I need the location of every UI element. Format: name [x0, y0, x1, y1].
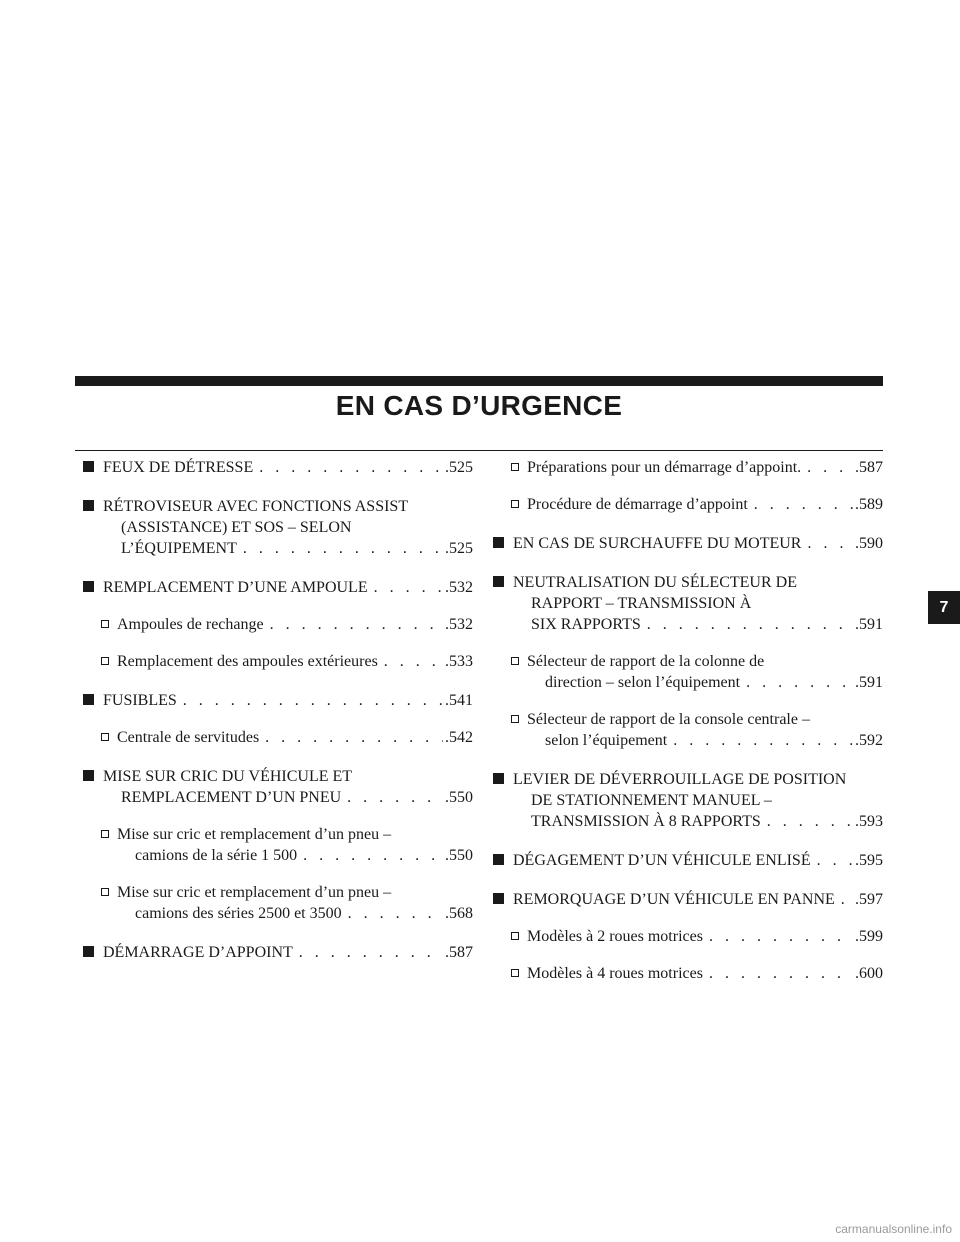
watermark: carmanualsonline.info: [835, 1222, 952, 1236]
toc-section-entry[interactable]: [83, 690, 473, 711]
toc-entry-text: Mise sur cric et remplacement d’un pneu –: [117, 884, 392, 901]
toc-entry-text: Préparations pour un démarrage d’appoint.: [527, 459, 802, 476]
chapter-top-rule: [75, 376, 883, 386]
toc-entry-text: RÉTROVISEUR AVEC FONCTIONS ASSIST: [103, 498, 409, 515]
toc-subsection-entry[interactable]: [83, 824, 473, 866]
toc-page-number: .591: [855, 616, 883, 633]
toc-section-entry[interactable]: [83, 942, 473, 963]
dot-leader: [183, 690, 443, 711]
toc-page-number: .541: [445, 692, 473, 709]
square-bullet-icon: [83, 581, 94, 592]
toc-entry-text: DÉGAGEMENT D’UN VÉHICULE ENLISÉ: [513, 852, 811, 869]
toc-section-entry[interactable]: [493, 572, 883, 635]
open-square-bullet-icon: [511, 500, 519, 508]
toc-subsection-entry[interactable]: [493, 457, 883, 478]
toc-page-number: .533: [445, 653, 473, 670]
dot-leader: [746, 672, 853, 693]
chapter-bottom-rule: [75, 450, 883, 451]
toc-left-column: [83, 457, 473, 963]
dot-leader: [673, 730, 853, 751]
dot-leader: [384, 651, 443, 672]
toc-entry-text: selon l’équipement: [545, 732, 668, 749]
toc-subsection-entry[interactable]: [83, 882, 473, 924]
toc-entry-text: REMPLACEMENT D’UNE AMPOULE: [103, 579, 368, 596]
toc-page-number: .595: [855, 852, 883, 869]
toc-page-number: .587: [855, 459, 883, 476]
toc-subsection-entry[interactable]: [493, 494, 883, 515]
dot-leader: [647, 614, 853, 635]
open-square-bullet-icon: [511, 715, 519, 723]
dot-leader: [817, 850, 853, 871]
square-bullet-icon: [493, 773, 504, 784]
toc-entry-text: camions des séries 2500 et 3500: [135, 905, 342, 922]
toc-section-entry[interactable]: [83, 766, 473, 808]
toc-subsection-entry[interactable]: [493, 926, 883, 947]
dot-leader: [767, 811, 853, 832]
toc-section-entry[interactable]: [493, 533, 883, 554]
square-bullet-icon: [83, 770, 94, 781]
open-square-bullet-icon: [101, 888, 109, 896]
toc-entry-text: Sélecteur de rapport de la colonne de: [527, 653, 765, 670]
dot-leader: [348, 903, 443, 924]
dot-leader: [709, 926, 853, 947]
toc-entry-text: FUSIBLES: [103, 692, 177, 709]
toc-page-number: .593: [855, 813, 883, 830]
toc-page-number: .587: [445, 944, 473, 961]
toc-entry-text: (ASSISTANCE) ET SOS – SELON: [121, 519, 352, 536]
toc-entry-text: direction – selon l’équipement: [545, 674, 741, 691]
dot-leader: [841, 889, 853, 910]
toc-entry-text: camions de la série 1 500: [135, 847, 298, 864]
toc-entry-text: SIX RAPPORTS: [531, 616, 641, 633]
toc-page-number: .550: [445, 847, 473, 864]
toc-entry-text: Centrale de servitudes: [117, 729, 260, 746]
dot-leader: [374, 577, 443, 598]
toc-entry-text: TRANSMISSION À 8 RAPPORTS: [531, 813, 761, 830]
toc-page-number: .589: [855, 496, 883, 513]
toc-section-entry[interactable]: [83, 457, 473, 478]
toc-page-number: .599: [855, 928, 883, 945]
toc-page-number: .568: [445, 905, 473, 922]
toc-entry-text: Remplacement des ampoules extérieures: [117, 653, 378, 670]
open-square-bullet-icon: [101, 733, 109, 741]
dot-leader: [709, 963, 853, 984]
toc-subsection-entry[interactable]: [83, 651, 473, 672]
toc-subsection-entry[interactable]: [493, 709, 883, 751]
toc-section-entry[interactable]: [83, 577, 473, 598]
square-bullet-icon: [83, 694, 94, 705]
toc-entry-text: NEUTRALISATION DU SÉLECTEUR DE: [513, 574, 797, 591]
toc-entry-text: LEVIER DE DÉVERROUILLAGE DE POSITION: [513, 771, 847, 788]
dot-leader: [265, 727, 443, 748]
toc-subsection-entry[interactable]: [493, 651, 883, 693]
square-bullet-icon: [83, 946, 94, 957]
toc-entry-text: Mise sur cric et remplacement d’un pneu –: [117, 826, 392, 843]
toc-section-entry[interactable]: [83, 496, 473, 559]
dot-leader: [807, 533, 853, 554]
chapter-tab: 7: [928, 591, 960, 624]
toc-page-number: .590: [855, 535, 883, 552]
toc-subsection-entry[interactable]: [493, 963, 883, 984]
square-bullet-icon: [493, 537, 504, 548]
dot-leader: [299, 942, 443, 963]
toc-section-entry[interactable]: [493, 889, 883, 910]
dot-leader: [303, 845, 443, 866]
toc-entry-text: REMORQUAGE D’UN VÉHICULE EN PANNE: [513, 891, 835, 908]
dot-leader: [347, 787, 443, 808]
square-bullet-icon: [83, 461, 94, 472]
square-bullet-icon: [493, 854, 504, 865]
dot-leader: [243, 538, 443, 559]
toc-page-number: .532: [445, 579, 473, 596]
toc-entry-text: Ampoules de rechange: [117, 616, 264, 633]
toc-page-number: .550: [445, 789, 473, 806]
toc-right-column: [493, 457, 883, 984]
dot-leader: [807, 457, 853, 478]
open-square-bullet-icon: [101, 657, 109, 665]
square-bullet-icon: [493, 893, 504, 904]
toc-page-number: .600: [855, 965, 883, 982]
toc-section-entry[interactable]: [493, 850, 883, 871]
open-square-bullet-icon: [511, 657, 519, 665]
toc-entry-text: Procédure de démarrage d’appoint: [527, 496, 748, 513]
chapter-title: EN CAS D’URGENCE: [335, 390, 623, 421]
open-square-bullet-icon: [101, 830, 109, 838]
dot-leader: [259, 457, 443, 478]
toc-page-number: .591: [855, 674, 883, 691]
toc-entry-text: REMPLACEMENT D’UN PNEU: [121, 789, 342, 806]
toc-entry-text: DÉMARRAGE D’APPOINT: [103, 944, 293, 961]
toc-page-number: .542: [445, 729, 473, 746]
open-square-bullet-icon: [511, 932, 519, 940]
toc-page-number: .592: [855, 732, 883, 749]
open-square-bullet-icon: [511, 969, 519, 977]
toc-page-number: .525: [445, 459, 473, 476]
toc-page-number: .597: [855, 891, 883, 908]
toc-subsection-entry[interactable]: [83, 727, 473, 748]
dot-leader: [754, 494, 853, 515]
toc-page-number: .532: [445, 616, 473, 633]
toc-entry-text: MISE SUR CRIC DU VÉHICULE ET: [103, 768, 353, 785]
square-bullet-icon: [493, 576, 504, 587]
toc-entry-text: RAPPORT – TRANSMISSION À: [531, 595, 752, 612]
square-bullet-icon: [83, 500, 94, 511]
dot-leader: [270, 614, 443, 635]
toc-entry-text: Modèles à 2 roues motrices: [527, 928, 703, 945]
toc-entry-text: Modèles à 4 roues motrices: [527, 965, 703, 982]
open-square-bullet-icon: [511, 463, 519, 471]
toc-entry-text: L’ÉQUIPEMENT: [121, 540, 237, 557]
toc-entry-text: DE STATIONNEMENT MANUEL –: [531, 792, 772, 809]
toc-entry-text: EN CAS DE SURCHAUFFE DU MOTEUR: [513, 535, 802, 552]
toc-entry-text: FEUX DE DÉTRESSE: [103, 459, 254, 476]
toc-subsection-entry[interactable]: [83, 614, 473, 635]
open-square-bullet-icon: [101, 620, 109, 628]
toc-entry-text: Sélecteur de rapport de la console centrale –: [527, 711, 810, 728]
toc-section-entry[interactable]: [493, 769, 883, 832]
toc-page-number: .525: [445, 540, 473, 557]
